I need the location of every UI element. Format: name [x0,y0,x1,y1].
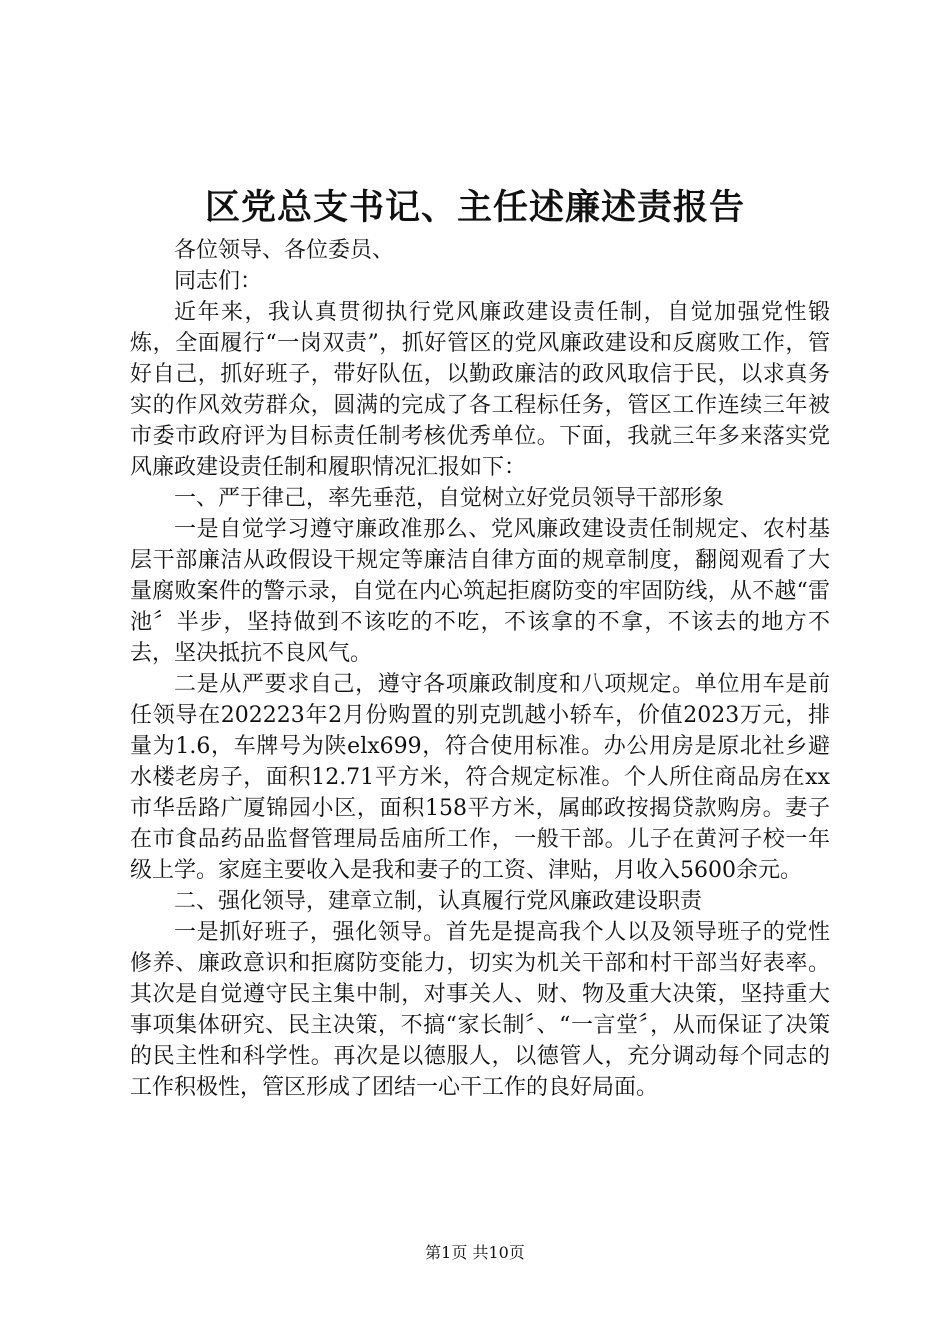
section-heading-1: 一、严于律己，率先垂范，自觉树立好党员领导干部形象 [174,486,725,511]
document-body [130,235,830,1103]
section-heading-2: 二、强化领导，建章立制，认真履行党风廉政建设职责 [174,889,703,914]
paragraph-1-2: 二是从严要求自己，遵守各项廉政制度和八项规定。单位用车是前任领导在202223年2月份购置的别克凯越小轿车，价值2023万元，排量为1.6，车牌号为陕elx699，符合使用标准。办公用房是原北社乡避水楼老房子，面积12.71平方米，符合规定标准。个人所住商品房在xx市华岳路广厦锦园小区，面积158平方米，属邮政按揭贷款购房。妻子在市食品药品监督管理局岳庙所工作，一般干部。儿子在黄河子校一年级上学。家庭主要收入是我和妻子的工资、津贴，月收入5600余元。 [130,672,830,883]
document-title: 区党总支书记、主任述廉述责报告 [204,187,745,228]
paragraph-1-1: 一是自觉学习遵守廉政准那么、党风廉政建设责任制规定、农村基层干部廉洁从政假设干规定等廉洁自律方面的规章制度，翻阅观看了大量腐败案件的警示录，自觉在内心筑起拒腐防变的牢固防线，从不越“雷池〞半步，坚持做到不该吃的不吃，不该拿的不拿，不该去的地方不去，坚决抵抗不良风气。 [130,517,830,666]
page-number-footer: 第1页 共10页 [425,1243,525,1262]
salutation-line-2: 同志们： [174,269,263,294]
paragraph-intro: 近年来，我认真贯彻执行党风廉政建设责任制，自觉加强党性锻炼，全面履行“一岗双责”，抓好管区的党风廉政建设和反腐败工作，管好自己，抓好班子，带好队伍，以勤政廉洁的政风取信于民，以求真务实的作风效劳群众，圆满的完成了各工程标任务，管区工作连续三年被市委市政府评为目标责任制考核优秀单位。下面，我就三年多来落实党风廉政建设责任制和履职情况汇报如下： [130,300,830,480]
salutation-line-1: 各位领导、各位委员、 [174,238,395,263]
paragraph-2-1: 一是抓好班子，强化领导。首先是提高我个人以及领导班子的党性修养、廉政意识和拒腐防变能力，切实为机关干部和村干部当好表率。其次是自觉遵守民主集中制，对事关人、财、物及重大决策，坚持重大事项集体研究、民主决策，不搞“家长制〞、“一言堂〞，从而保证了决策的民主性和科学性。再次是以德服人，以德管人，充分调动每个同志的工作积极性，管区形成了团结一心干工作的良好局面。 [130,920,830,1100]
